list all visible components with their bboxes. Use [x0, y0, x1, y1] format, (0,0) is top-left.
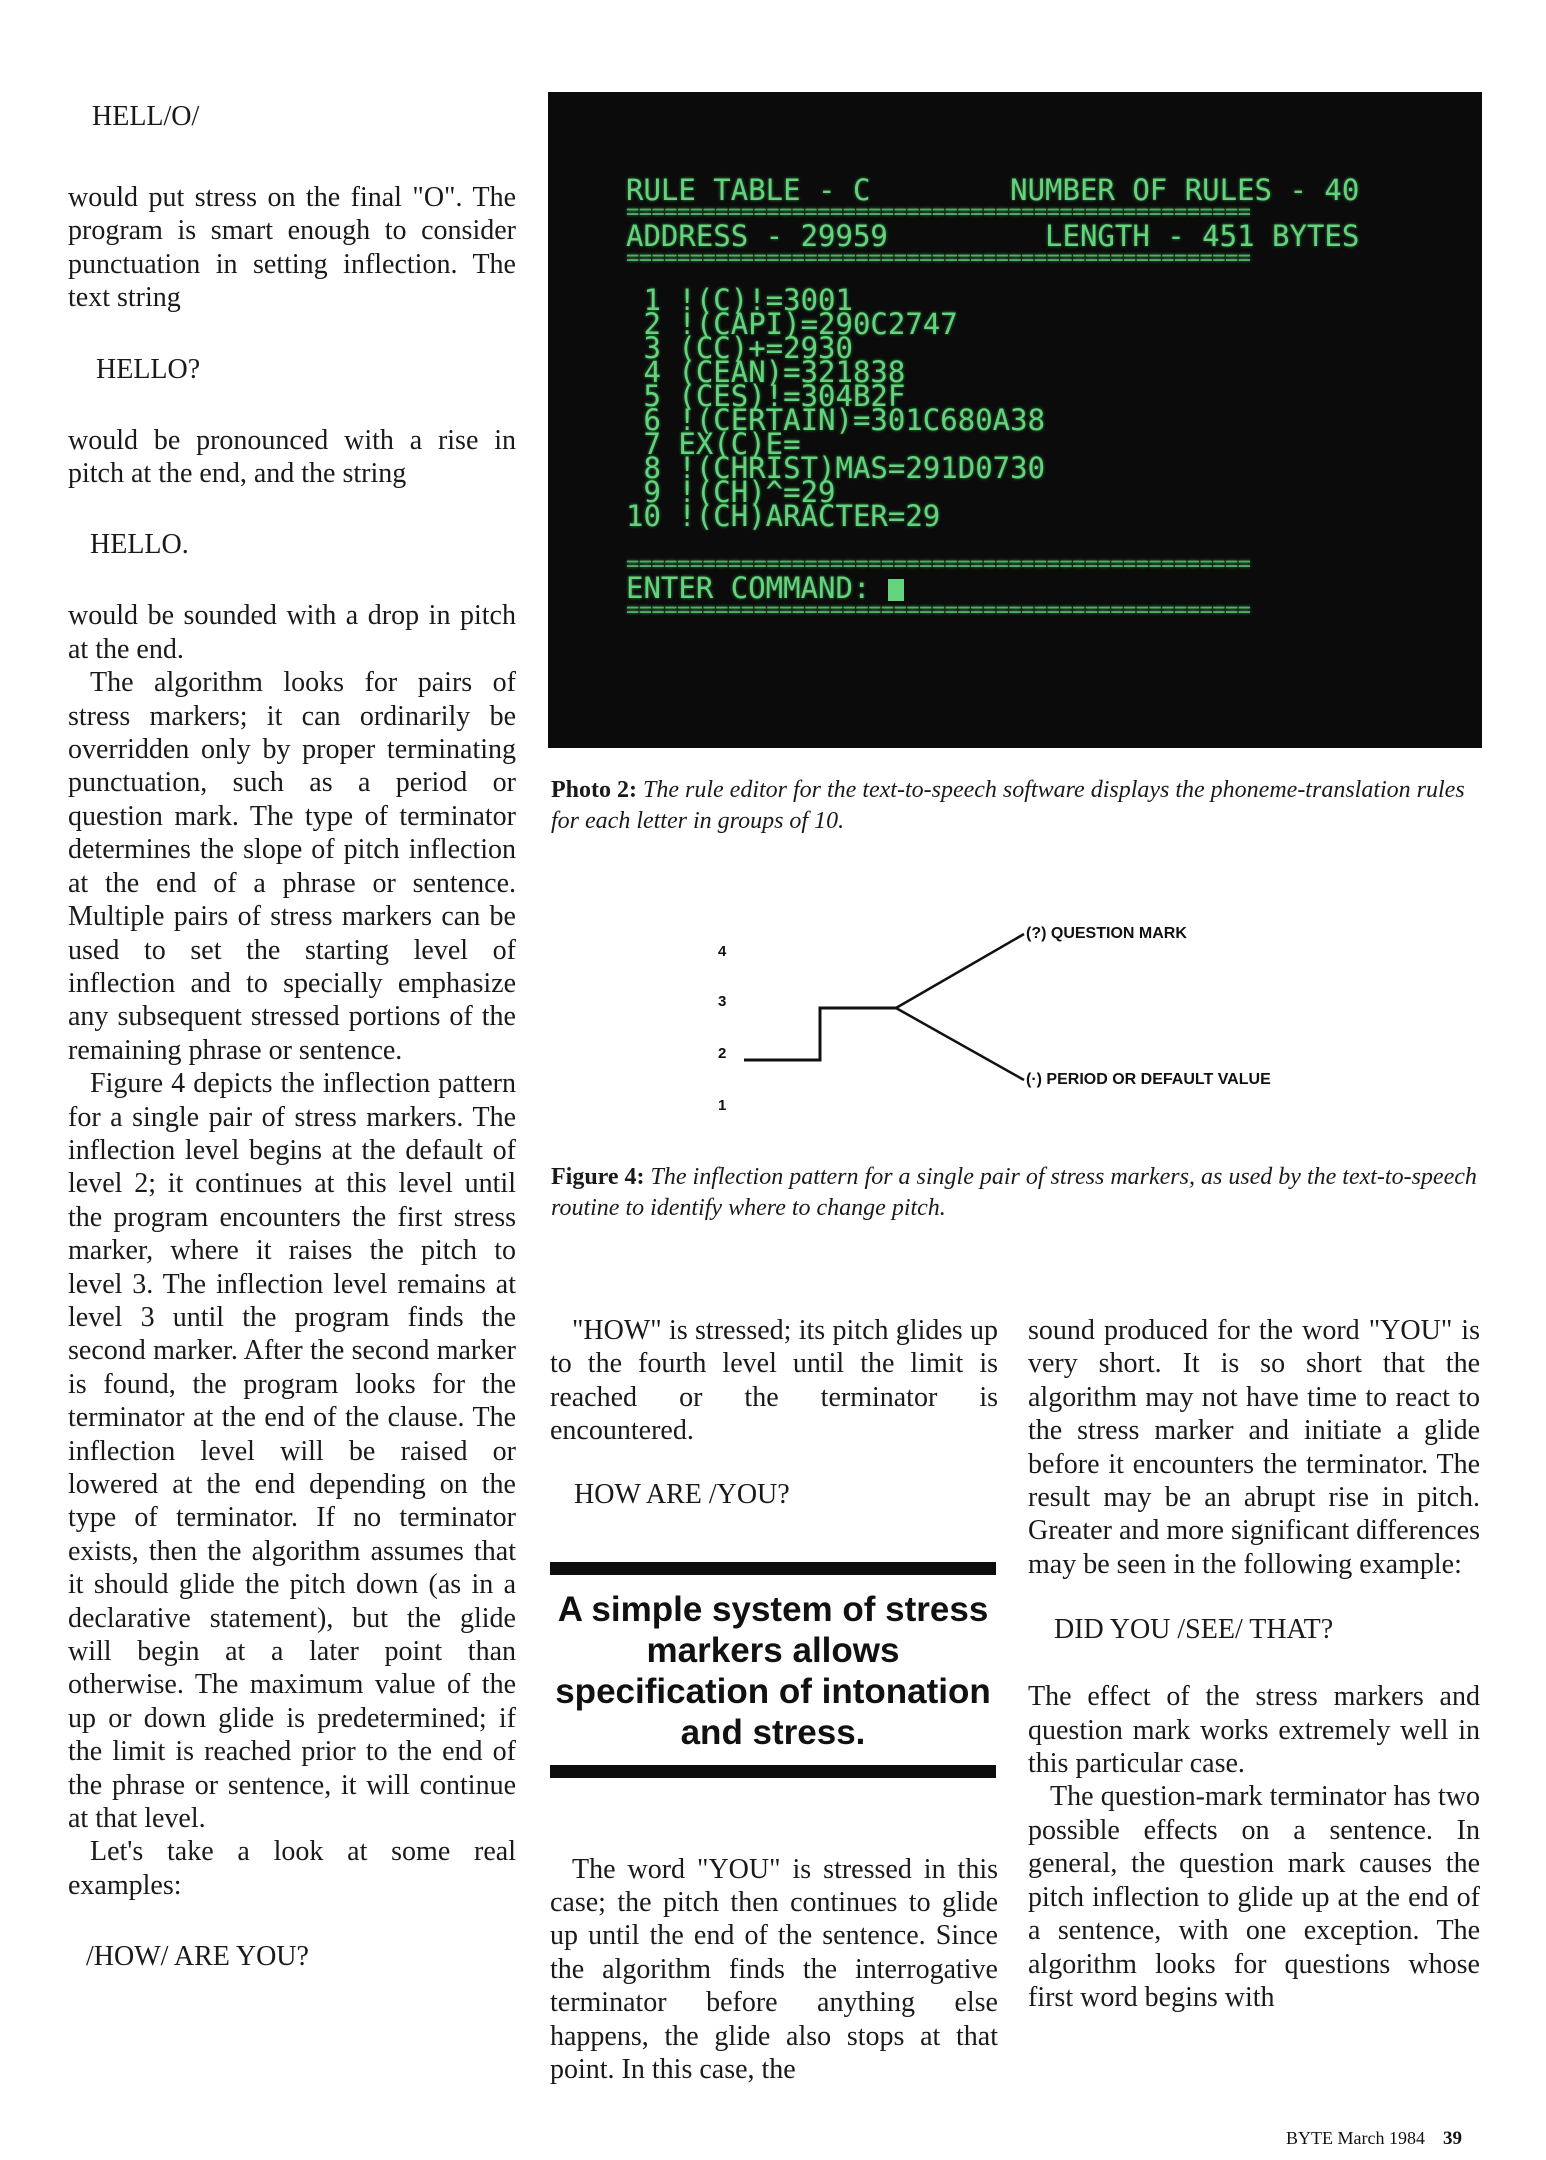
pull-quote-text: A simple system of stress markers allows specification of intonation and stress. — [555, 1590, 991, 1752]
page-number: 39 — [1442, 2128, 1462, 2149]
paragraph: would be pronounced with a rise in pitch at the end, and the string — [68, 424, 516, 490]
paragraph: The effect of the stress markers and question mark works extremely well in this particular case. — [1028, 1681, 1480, 1780]
level-label: 1 — [718, 1097, 727, 1114]
paragraph: would put stress on the final "O". The program is smart enough to consider punctuation in setting inflection. The text string — [68, 182, 516, 314]
paragraph: sound produced for the word "YOU" is very short. It is so short that the algorithm may not have time to react to the stress marker and initiate a glide before it encounters the terminator. The result may be an abrupt rise in pitch. Greater and more significant differences may be seen in the following example: — [1028, 1315, 1480, 1580]
caption-label: Photo 2: — [551, 777, 637, 803]
magazine-issue: BYTE March 1984 — [1286, 2128, 1425, 2148]
level-label: 3 — [718, 993, 727, 1010]
rule-line: 8 !(CHRIST)MAS=291D0730 — [626, 451, 1046, 485]
command-prompt — [626, 571, 1359, 605]
rule-line: 7 EX(C)E= — [626, 427, 801, 461]
terminal-screen — [626, 173, 1360, 623]
rule-line: 6 !(CERTAIN)=301C680A38 — [626, 403, 1046, 437]
question-mark-label: (?) QUESTION MARK — [1026, 925, 1187, 942]
rule-line: 2 !(CAPI)=290C2747 — [626, 307, 958, 341]
example-how-are-you-stressed: HOW ARE /YOU? — [574, 1478, 790, 1510]
example-hello-period: HELLO. — [90, 529, 189, 561]
figure-caption — [551, 1162, 1486, 1224]
page-footer — [1286, 2128, 1462, 2150]
period-default-label: (·) PERIOD OR DEFAULT VALUE — [1026, 1071, 1271, 1088]
pitch-line-base — [744, 1008, 896, 1060]
paragraph: The word "YOU" is stressed in this case; the pitch then continues to glide up until the end of the sentence. Since the algorithm finds the interrogative terminator before anything else happens, the glide also stops at that point. In this case, the — [550, 1853, 998, 2086]
level-label: 2 — [718, 1045, 727, 1062]
rule-line: 9 !(CH)^=29 — [626, 475, 836, 509]
pitch-glide-down — [896, 1008, 1024, 1080]
rule-line: 3 (CC)+=2930 — [626, 331, 853, 365]
screen-header-line: RULE TABLE - C NUMBER OF RULES - 40 — [626, 173, 1360, 207]
pull-quote — [548, 1562, 998, 1778]
column-right — [1028, 1314, 1480, 2014]
pull-quote-rule — [550, 1765, 996, 1778]
rule-line: 10 !(CH)ARACTER=29 — [626, 499, 941, 533]
example-hello-question: HELLO? — [96, 353, 201, 385]
paragraph: Figure 4 depicts the inflection pattern for a single pair of stress markers. The inflection level begins at the default of level 2; it continues at this level until the program encounters the first stress marker, where it raises the pitch to level 3. The inflection level remains at level 3 until the program finds the second marker. After the second marker is found, the program looks for the terminator at the end of the clause. The inflection level will be raised or lowered at the end depending on the type of terminator. If no terminator exists, then the algorithm assumes that it should glide the pitch down (as in a declarative statement), but the glide will begin at a later point than otherwise. The maximum value of the up or down glide is predetermined; if the limit is reached prior to the end of the phrase or sentence, it will continue at that level. — [68, 1068, 516, 1835]
rule-line: 5 (CES)!=304B2F — [626, 379, 906, 413]
screen-separator: ================================================= — [626, 246, 1251, 271]
caption-text: The rule editor for the text-to-speech software displays the phoneme-translation rules for each letter in groups of 10. — [551, 777, 1465, 834]
pull-quote-rule — [550, 1562, 996, 1575]
pitch-glide-up — [896, 934, 1024, 1008]
paragraph: would be sounded with a drop in pitch at the end. — [68, 600, 516, 665]
paragraph: The question-mark terminator has two possible effects on a sentence. In general, the question mark causes the pitch inflection to glide up at the end of a sentence, with one exception. The algorithm looks for questions whose first word begins with — [1028, 1781, 1480, 2013]
command-prompt-label: ENTER COMMAND: — [626, 571, 888, 605]
caption-label: Figure 4: — [551, 1164, 645, 1190]
screen-separator: ================================================= — [626, 598, 1251, 623]
paragraph: Let's take a look at some real examples: — [68, 1836, 516, 1901]
level-label: 4 — [718, 943, 727, 960]
example-did-you-see-that: DID YOU /SEE/ THAT? — [1054, 1614, 1334, 1646]
example-how-are-you: /HOW/ ARE YOU? — [86, 1941, 309, 1973]
paragraph: "HOW" is stressed; its pitch glides up to the fourth level until the limit is reached or the terminator is encountered. — [550, 1315, 998, 1447]
example-hello-stress: HELL/O/ — [92, 101, 200, 132]
column-left — [68, 60, 516, 1973]
caption-text: The inflection pattern for a single pair of stress markers, as used by the text-to-speech routine to identify where to change pitch. — [551, 1164, 1477, 1221]
photo-caption — [551, 775, 1486, 837]
screen-header-line: ADDRESS - 29959 LENGTH - 451 BYTES — [626, 219, 1360, 253]
inflection-pattern-diagram — [700, 900, 1400, 1130]
rule-line: 4 (CEAN)=321838 — [626, 355, 906, 389]
paragraph: The algorithm looks for pairs of stress markers; it can ordinarily be overridden only by proper terminating punctuation, such as a period or question mark. The type of terminator determines the slope of pitch inflection at the end of a phrase or sentence. Multiple pairs of stress markers can be used to set the starting level of inflection and to specially emphasize any subsequent stressed portions of the remaining phrase or sentence. — [68, 667, 516, 1066]
screen-separator: ================================================= — [626, 552, 1251, 577]
screen-separator: ================================================= — [626, 200, 1251, 225]
rule-line: 1 !(C)!=3001 — [626, 283, 853, 317]
rule-editor-screen-photo — [548, 92, 1482, 748]
